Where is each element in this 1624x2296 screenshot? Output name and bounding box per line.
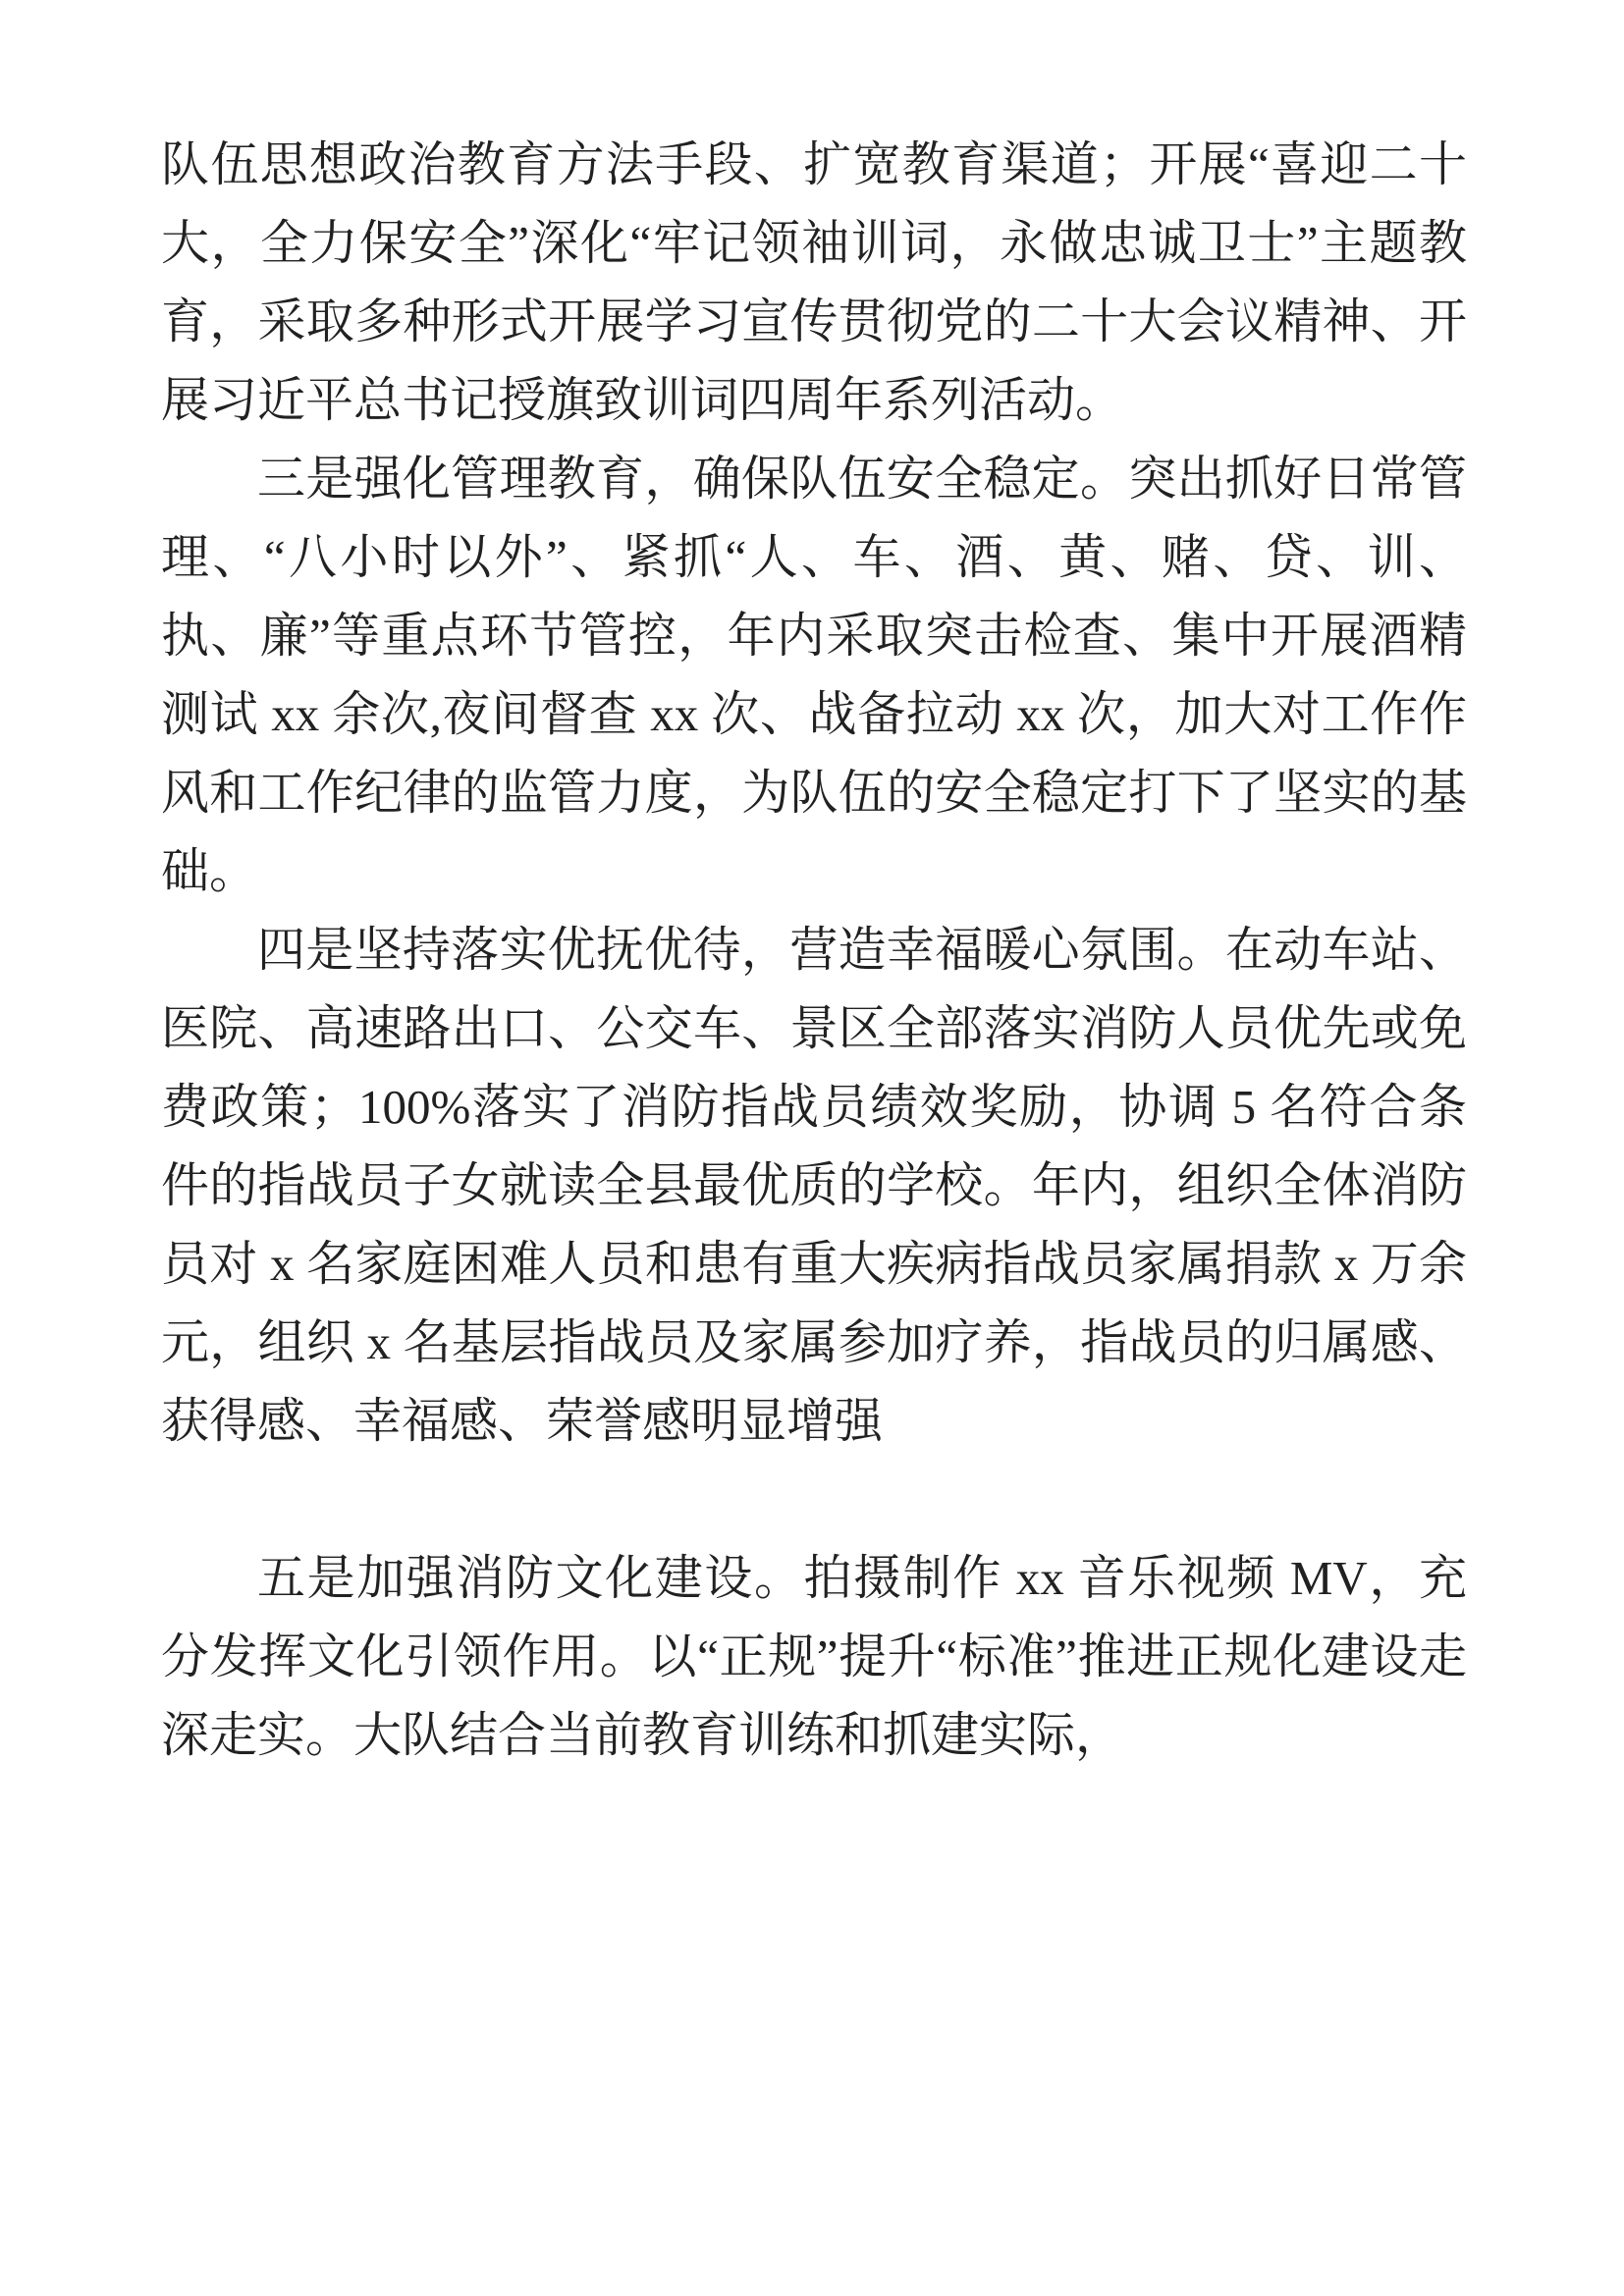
paragraph-point-three: 三是强化管理教育，确保队伍安全稳定。突出抓好日常管理、“八小时以外”、紧抓“人、车、酒、黄、赌、贷、训、执、廉”等重点环节管控，年内采取突击检查、集中开展酒精测试 xx 余次,夜间督查 xx 次、战备拉动 xx 次，加大对工作作风和工作纪律的监管力度，为队伍的安全稳定打下了坚实的基础。 [161,452,1467,898]
paragraph-continuation: 队伍思想政治教育方法手段、扩宽教育渠道；开展“喜迎二十大，全力保安全”深化“牢记领袖训词，永做忠诚卫士”主题教育，采取多种形式开展学习宣传贯彻党的二十大会议精神、开展习近平总书记授旗致训词四周年系列活动。 [161,137,1467,427]
paragraph-point-four: 四是坚持落实优抚优待，营造幸福暖心氛围。在动车站、医院、高速路出口、公交车、景区全部落实消防人员优先或免费政策；100%落实了消防指战员绩效奖励，协调 5 名符合条件的指战员子女就读全县最优质的学校。年内，组织全体消防员对 x 名家庭困难人员和患有重大疾病指战员家属捐款 x 万余元，组织 x 名基层指战员及家属参加疗养，指战员的归属感、获得感、幸福感、荣誉感明显增强 [161,923,1467,1448]
paragraph-point-five: 五是加强消防文化建设。拍摄制作 xx 音乐视频 MV，充分发挥文化引领作用。以“正规”提升“标准”推进正规化建设走深走实。大队结合当前教育训练和抓建实际， [161,1551,1467,1762]
